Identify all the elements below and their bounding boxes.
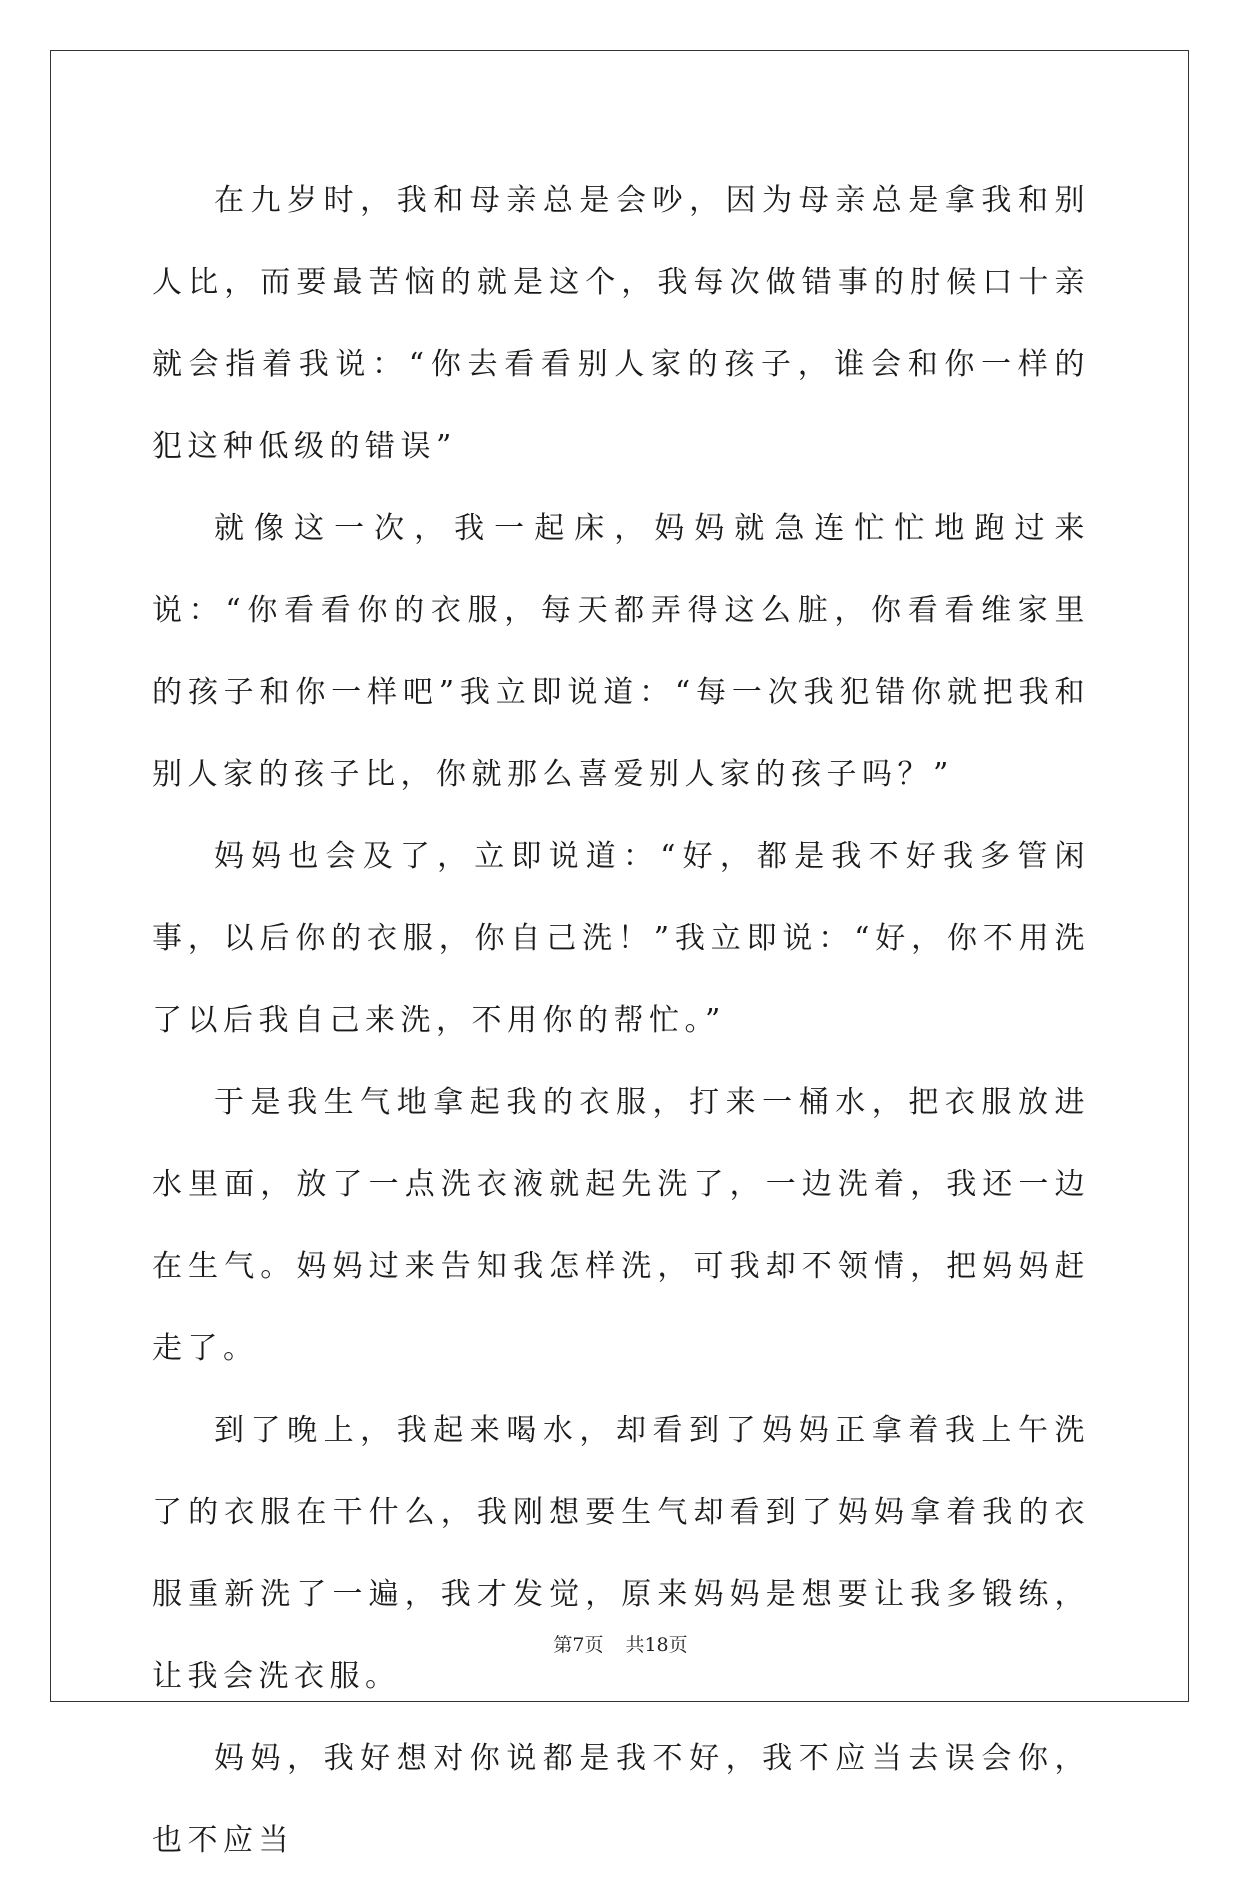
paragraph-2: 就像这一次，我一起床，妈妈就急连忙忙地跑过来说：“你看看你的衣服，每天都弄得这么脏，你看看维家里的孩子和你一样吧”我立即说道：“每一次我犯错你就把我和别人家的孩子比，你就那么喜爱别人家的孩子吗？” xyxy=(152,511,1090,792)
paragraph-4: 于是我生气地拿起我的衣服，打来一桶水，把衣服放进水里面，放了一点洗衣液就起先洗了，一边洗着，我还一边在生气。妈妈过来告知我怎样洗，可我却不领情，把妈妈赶走了。 xyxy=(152,1085,1090,1366)
paragraph-1: 在九岁时，我和母亲总是会吵，因为母亲总是拿我和别人比，而要最苦恼的就是这个，我每次做错事的肘候口十亲就会指着我说：“你去看看别人家的孩子，谁会和你一样的犯这种低级的错误” xyxy=(152,183,1090,464)
paragraph-5: 到了晚上，我起来喝水，却看到了妈妈正拿着我上午洗了的衣服在干什么，我刚想要生气却看到了妈妈拿着我的衣服重新洗了一遍，我才发觉，原来妈妈是想要让我多锻练，让我会洗衣服。 xyxy=(152,1413,1090,1694)
paragraph-3: 妈妈也会及了，立即说道：“好，都是我不好我多管闲事，以后你的衣服，你自己洗！”我立即说：“好，你不用洗了以后我自己来洗，不用你的帮忙。” xyxy=(152,839,1090,1038)
paragraph-6: 妈妈，我好想对你说都是我不好，我不应当去误会你，也不应当 xyxy=(152,1741,1090,1858)
total-page-count: 共18页 xyxy=(625,1634,688,1656)
document-body xyxy=(152,160,1090,1882)
page-footer xyxy=(0,1630,1241,1657)
current-page-number: 第7页 xyxy=(553,1634,604,1656)
